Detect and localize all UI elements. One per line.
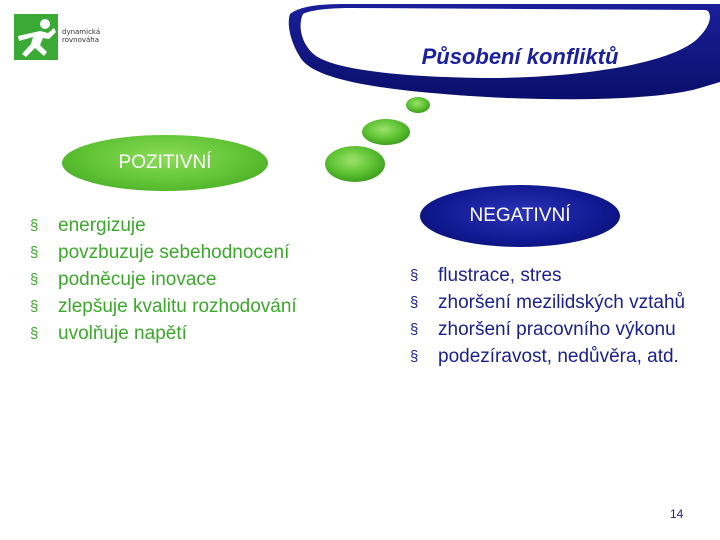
list-item: § povzbuzuje sebehodnocení [30, 242, 290, 263]
list-item: § zhoršení pracovního výkonu [410, 319, 676, 340]
list-item: § uvolňuje napětí [30, 323, 187, 344]
positive-list [28, 214, 328, 349]
bullet-icon: § [30, 325, 39, 342]
bullet-icon: § [410, 294, 419, 311]
list-item: § podezíravost, nedůvěra, atd. [410, 346, 679, 367]
list-item: § zhoršení mezilidských vztahů [410, 292, 686, 313]
bullet-icon: § [410, 321, 419, 338]
list-item: § flustrace, stres [410, 265, 562, 286]
bullet-icon: § [410, 267, 419, 284]
logo-line-2: rovnováha [62, 36, 100, 44]
list-item: § zlepšuje kvalitu rozhodování [30, 296, 297, 317]
bullet-icon: § [30, 298, 39, 315]
bullet-icon: § [30, 217, 39, 234]
list-item: § energizuje [30, 215, 146, 236]
slide-title: Působení konfliktů [421, 44, 619, 69]
negative-label-text: NEGATIVNÍ [469, 205, 571, 226]
bullet-icon: § [30, 244, 39, 261]
slide-number: 14 [670, 507, 684, 521]
bullet-icon: § [30, 271, 39, 288]
negative-label [420, 185, 620, 247]
logo-line-1: dynamická [62, 28, 101, 36]
list-item: § podněcuje inovace [30, 269, 217, 290]
thought-bubbles [320, 88, 440, 188]
bullet-icon: § [410, 348, 419, 365]
positive-label-text: POZITIVNÍ [118, 152, 212, 173]
positive-label [62, 135, 268, 191]
negative-list [408, 264, 698, 372]
